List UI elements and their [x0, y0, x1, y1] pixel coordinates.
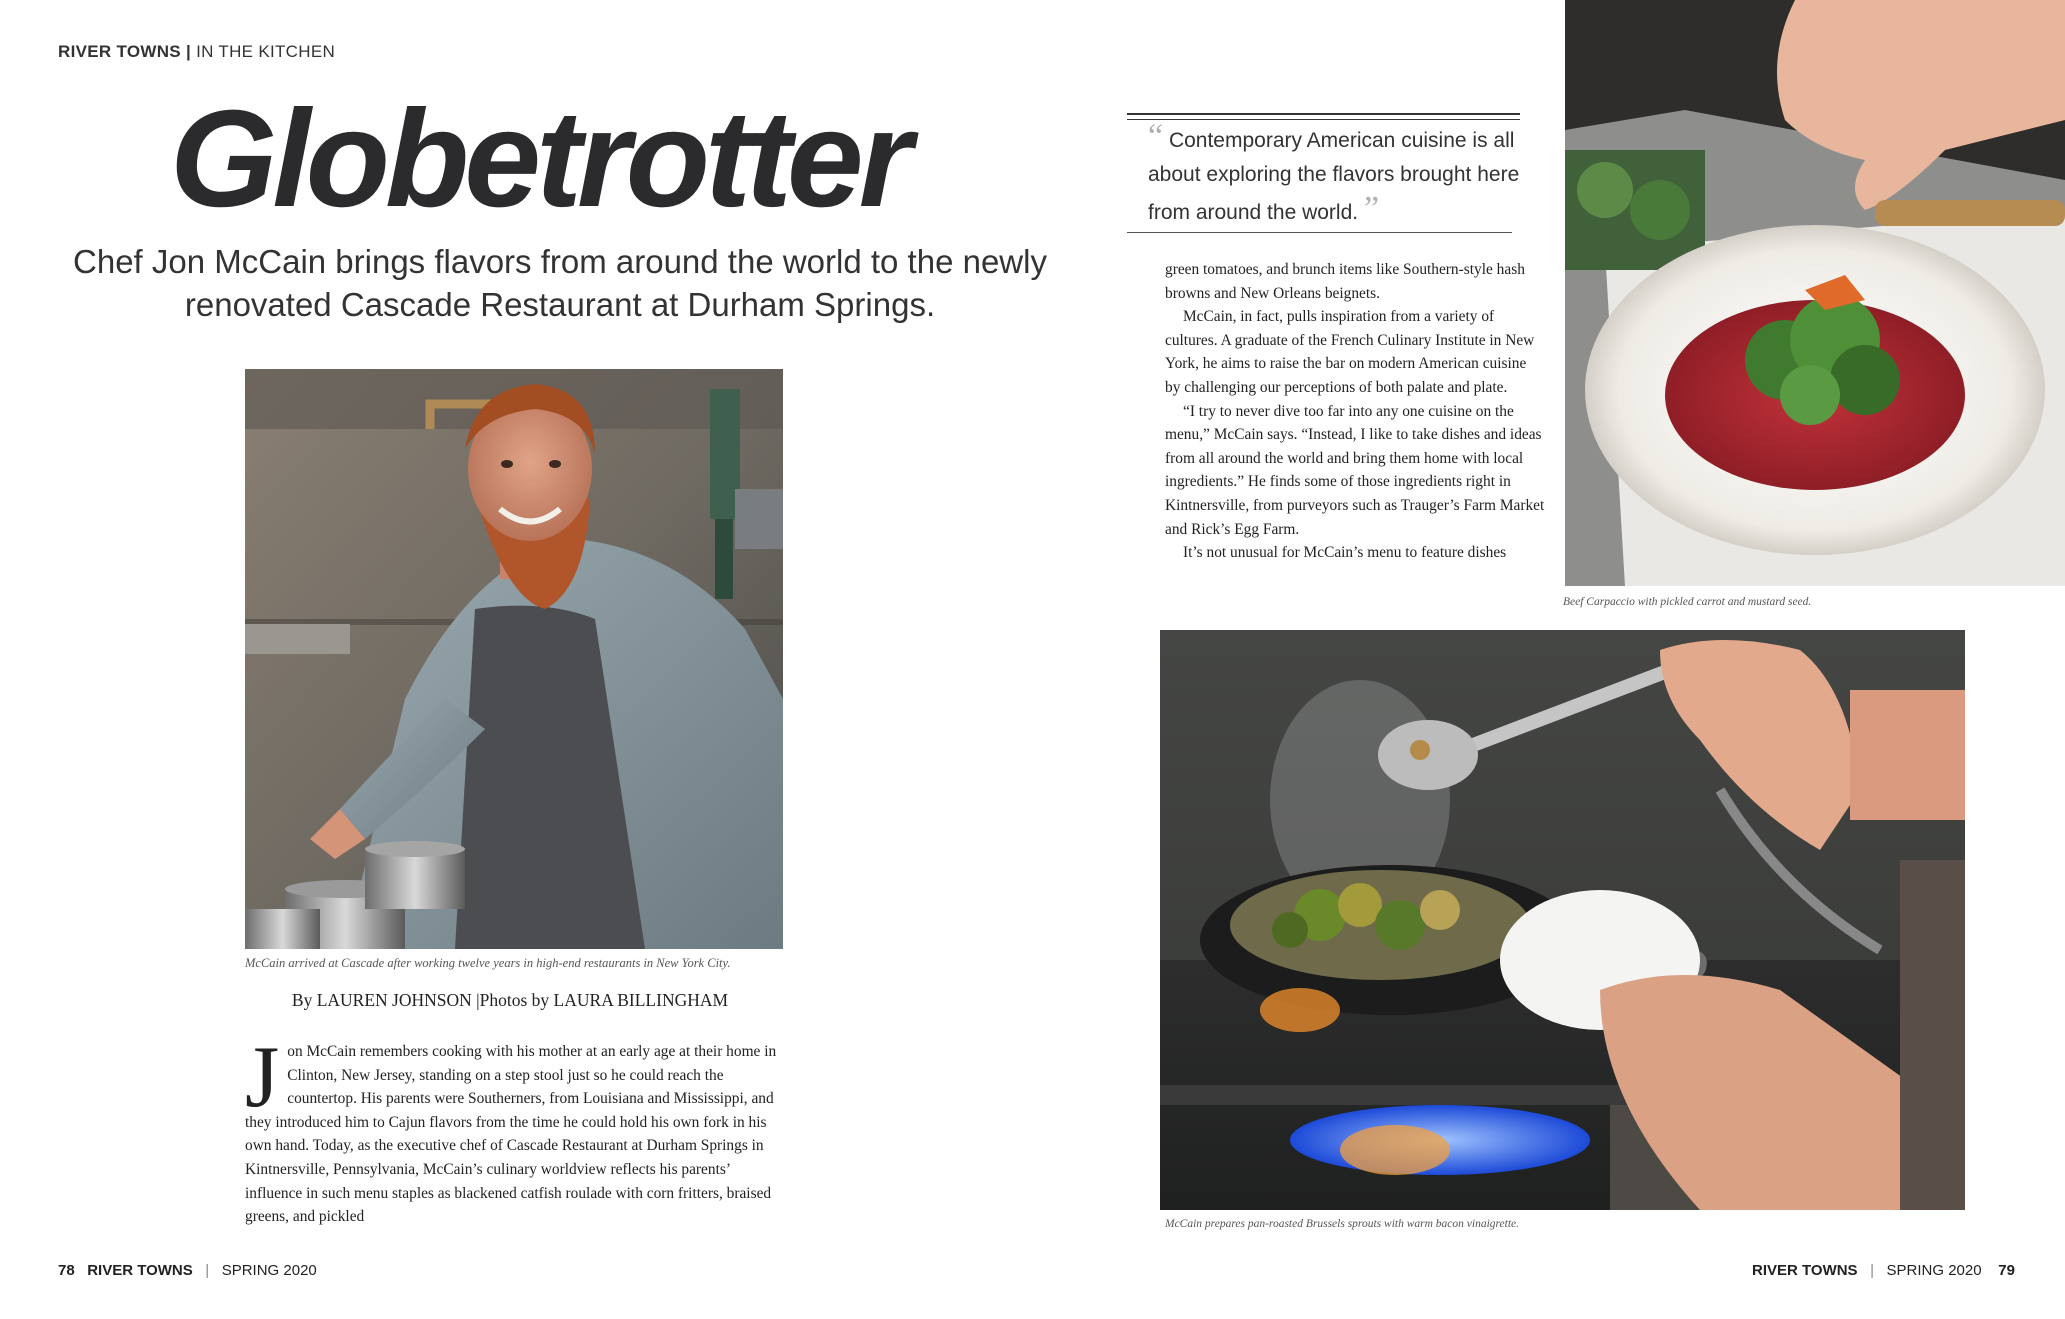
footer-right-publication: RIVER TOWNS [1752, 1262, 1858, 1279]
carpaccio-photo-caption: Beef Carpaccio with pickled carrot and mustard seed. [1563, 596, 1812, 608]
page-number-right: 79 [1998, 1262, 2015, 1279]
page-number-left: 78 [58, 1262, 75, 1279]
byline: By LAUREN JOHNSON |Photos by LAURA BILLINGHAM [291, 990, 729, 1010]
chef-illustration [245, 369, 783, 949]
section-tag [58, 42, 335, 62]
footer-right [1752, 1262, 2015, 1279]
pullquote-top-rule [1127, 113, 1520, 120]
column-2-paragraph-2: McCain, in fact, pulls inspiration from a variety of cultures. A graduate of the French Culinary Institute in New York, he aims to raise the bar on modern American cuisine by challenging our perceptions of both palate and plate. [1165, 308, 1535, 396]
section-publication: RIVER TOWNS [58, 42, 181, 61]
pullquote-text: Contemporary American cuisine is all about exploring the flavors brought here from around the world. [1148, 129, 1520, 224]
footer-right-issue: SPRING 2020 [1886, 1262, 1982, 1279]
section-name: IN THE KITCHEN [196, 42, 336, 61]
article-column-1 [245, 1029, 780, 1229]
pan-illustration [1160, 630, 1965, 1210]
footer-right-separator: | [1870, 1262, 1874, 1279]
column-2-paragraph-3: “I try to never dive too far into any one cuisine on the menu,” McCain says. “Instead, I like to take dishes and ideas from all around the world and bring them home with local ingredients.” He finds some of those ingredients right in Kintnersville, from purveyors such as Trauger’s Farm Market and Rick’s Egg Farm. [1165, 402, 1545, 538]
chef-photo [245, 369, 783, 949]
pullquote-bottom-rule [1127, 232, 1512, 233]
article-title: Globetrotter [170, 82, 908, 236]
footer-left-separator: | [205, 1262, 210, 1279]
footer-left-publication: RIVER TOWNS [87, 1262, 193, 1279]
column-1-text: on McCain remembers cooking with his mother at an early age at their home in Clinton, New Jersey, standing on a step stool just so he could reach the countertop. His parents were Southerners, from Louisiana and Mississippi, and they introduced him to Cajun flavors from the time he could hold his own fork in his own hand. Today, as the executive chef of Cascade Restaurant at Durham Springs in Kintnersville, Pennsylvania, McCain’s culinary worldview reflects his parents’ influence in such menu staples as blackened catfish roulade with corn fritters, braised greens, and pickled [245, 1043, 777, 1226]
drop-cap: J [245, 1029, 280, 1126]
open-quote-mark: “ [1148, 118, 1164, 155]
chef-photo-caption: McCain arrived at Cascade after working twelve years in high-end restaurants in New York City. [245, 956, 731, 970]
pullquote [1148, 120, 1528, 230]
column-2-paragraph-4: It’s not unusual for McCain’s menu to feature dishes [1183, 544, 1507, 562]
pan-photo-caption: McCain prepares pan-roasted Brussels sprouts with warm bacon vinaigrette. [1165, 1218, 1520, 1230]
carpaccio-illustration [1565, 0, 2065, 586]
pan-photo [1160, 630, 1965, 1210]
column-2-paragraph-1: green tomatoes, and brunch items like Southern-style hash browns and New Orleans beignets. [1165, 261, 1525, 302]
footer-left-issue: SPRING 2020 [221, 1262, 317, 1279]
carpaccio-photo [1565, 0, 2065, 586]
footer-left [58, 1262, 317, 1279]
article-deck: Chef Jon McCain brings flavors from around the world to the newly renovated Cascade Restaurant at Durham Springs. [73, 243, 1047, 323]
close-quote-mark: ” [1363, 190, 1380, 227]
article-column-2 [1165, 258, 1545, 565]
section-separator: | [185, 42, 192, 61]
